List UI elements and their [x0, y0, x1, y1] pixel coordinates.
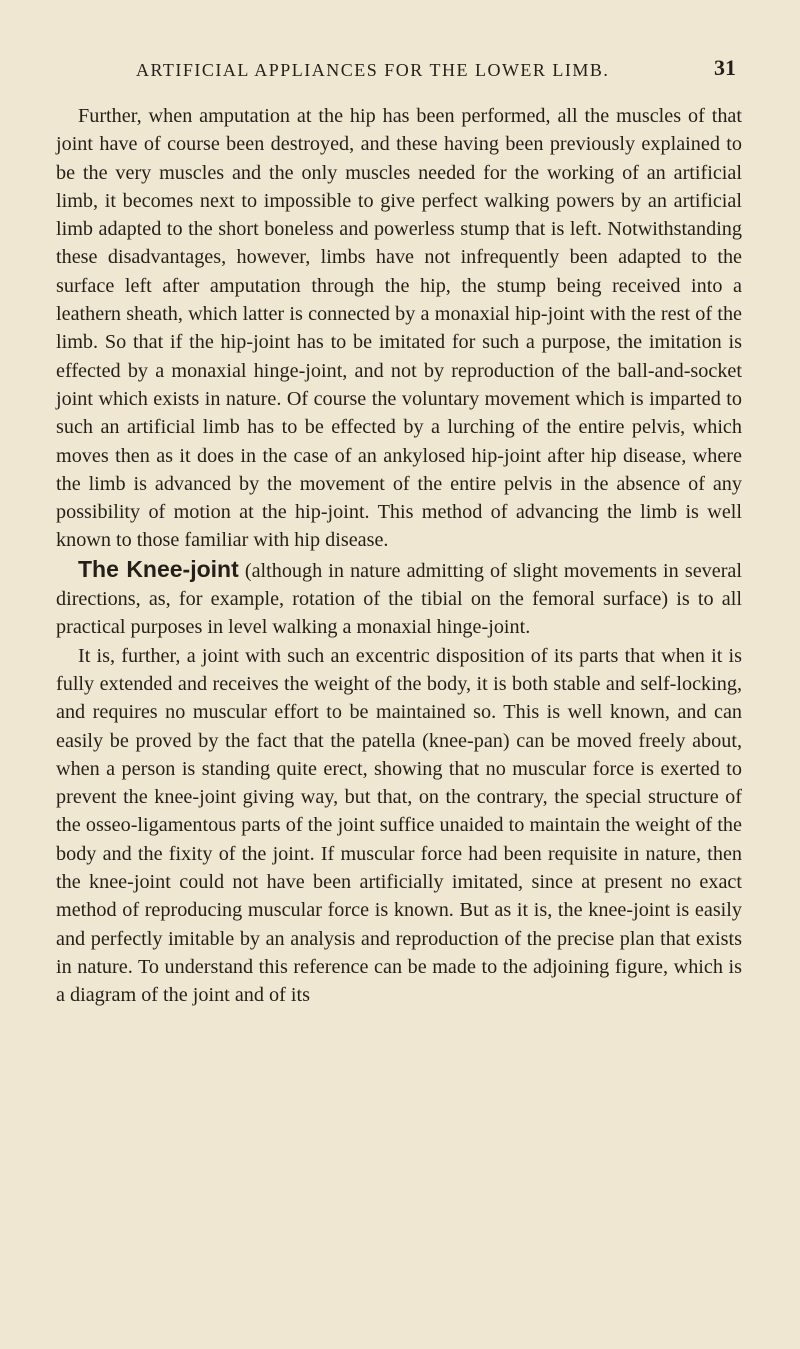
body-text: [56, 102, 742, 1010]
paragraph-text: It is, further, a joint with such an excentric disposition of its parts that when it is fully extended and receives the weight of the body, it is both stable and self-locking, and requires no muscular effort to be maintained so. This is well known, and can easily be proved by the fact that the patella (knee-pan) can be moved freely about, when a person is standing quite erect, showing that no muscular force is exerted to prevent the knee-joint giving way, but that, on the contrary, the special structure of the osseo-ligamentous parts of the joint suffice unaided to maintain the weight of the body and the fixity of the joint. If muscular force had been requisite in nature, then the knee-joint could not have been artificially imitated, since at present no exact method of reproducing muscular force is known. But as it is, the knee-joint is easily and perfectly imitable by an analysis and reproduction of the precise plan that exists in nature. To understand this reference can be made to the adjoining figure, which is a diagram of the joint and of its: [56, 644, 742, 1007]
paragraph-knee-mechanics: [56, 642, 742, 1010]
page-header: [136, 55, 736, 81]
section-run-in-heading: The Knee-joint: [78, 555, 239, 582]
page-number: 31: [714, 55, 736, 80]
paragraph-text: (although in nature admitting of slight movements in several directions, as, for example, rotation of the tibial on the femoral surface) is to all practical purposes in level walking a monaxial hinge-joint.: [56, 559, 742, 639]
running-header: ARTIFICIAL APPLIANCES FOR THE LOWER LIMB.: [136, 60, 610, 80]
paragraph-knee-joint: [56, 555, 742, 642]
paragraph-hip-amputation: [56, 102, 742, 555]
paragraph-text: Further, when amputation at the hip has been performed, all the muscles of that joint have of course been destroyed, and these having been previously explained to be the very muscles and the only muscles needed for the working of an artificial limb, it becomes next to impossible to give perfect walking powers by an artificial limb adapted to the short boneless and powerless stump that is left. Notwithstanding these disadvantages, however, limbs have not infrequently been adapted to the surface left after amputation through the hip, the stump being received into a leathern sheath, which latter is connected by a monaxial hip-joint with the rest of the limb. So that if the hip-joint has to be imitated for such a purpose, the imitation is effected by a monaxial hinge-joint, and not by reproduction of the ball-and-socket joint which exists in nature. Of course the voluntary movement which is imparted to such an artificial limb has to be effected by a lurching of the entire pelvis, which moves then as it does in the case of an ankylosed hip-joint after hip disease, where the limb is advanced by the movement of the entire pelvis in the absence of any possibility of motion at the hip-joint. This method of advancing the limb is well known to those familiar with hip disease.: [56, 105, 742, 552]
